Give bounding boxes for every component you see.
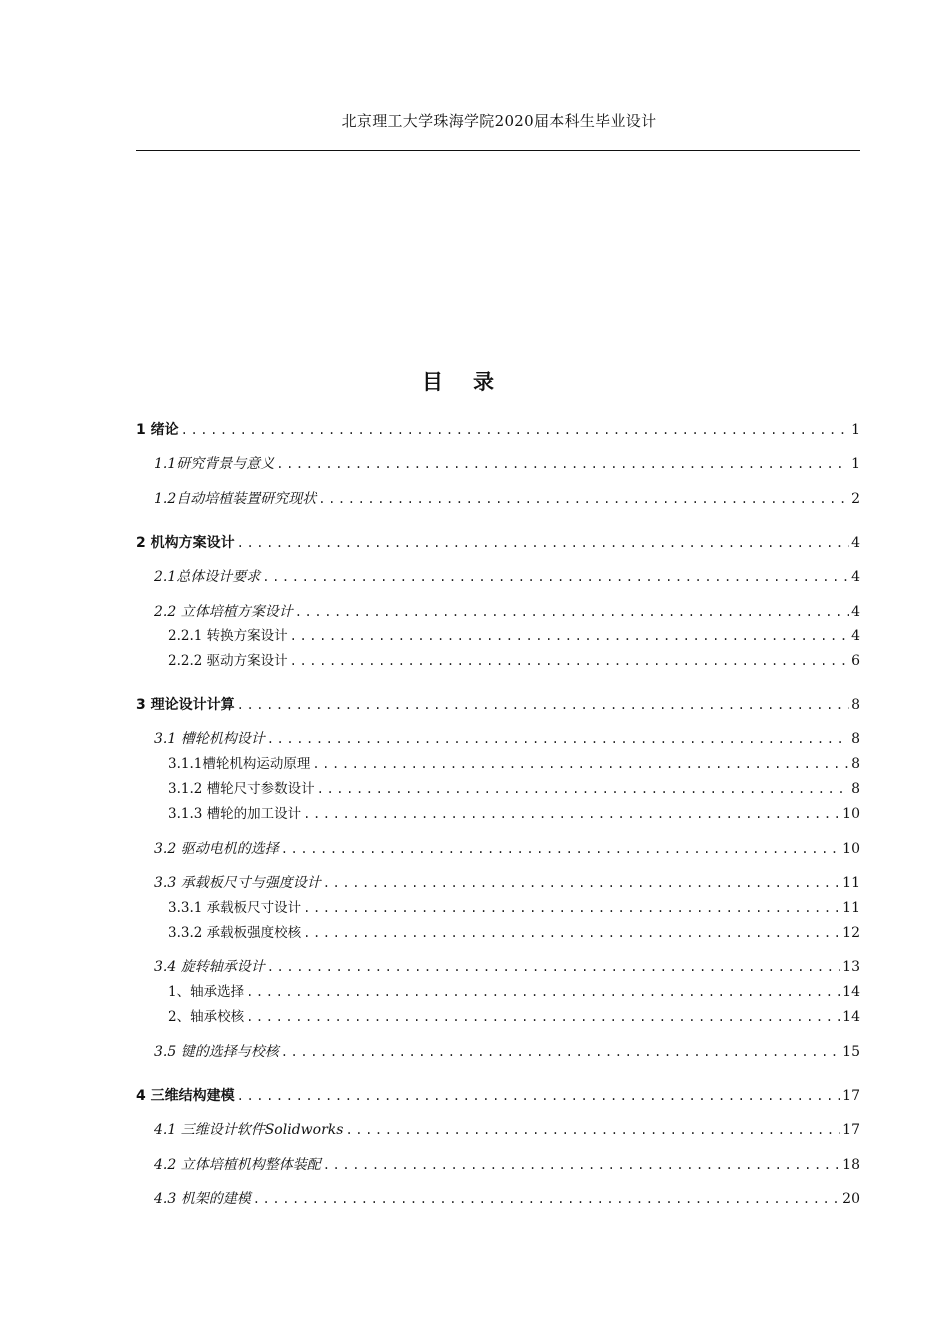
- toc-leader-dots: [303, 922, 840, 944]
- toc-entry-page-number: 4: [851, 604, 860, 620]
- toc-entry-page-number: 18: [842, 1157, 860, 1173]
- toc-leader-dots: [345, 1119, 840, 1141]
- toc-entry-page-number: 4: [851, 628, 860, 644]
- toc-entry[interactable]: [136, 897, 860, 919]
- toc-entry-page-number: 11: [842, 900, 860, 916]
- toc-entry[interactable]: [136, 981, 860, 1003]
- toc-entry-page-number: 17: [842, 1088, 860, 1104]
- toc-entry[interactable]: [136, 1006, 860, 1028]
- toc-entry[interactable]: [136, 1188, 860, 1210]
- toc-entry[interactable]: [136, 1119, 860, 1141]
- toc-leader-dots: [303, 897, 840, 919]
- toc-leader-dots: [317, 778, 849, 800]
- toc-entry-page-number: 8: [851, 781, 860, 797]
- toc-leader-dots: [181, 419, 849, 441]
- toc-entry-label: 4.2 立体培植机构整体装配: [154, 1157, 321, 1173]
- toc-entry-page-number: 1: [851, 422, 860, 438]
- toc-entry-page-number: 10: [842, 806, 860, 822]
- toc-entry[interactable]: [136, 453, 860, 475]
- toc-leader-dots: [290, 625, 849, 647]
- toc-leader-dots: [303, 803, 840, 825]
- toc-entry[interactable]: [136, 803, 860, 825]
- toc-leader-dots: [318, 488, 849, 510]
- toc-entry-label: 3.5 键的选择与校核: [154, 1044, 279, 1060]
- toc-entry-label: 3.4 旋转轴承设计: [154, 959, 265, 975]
- toc-entry-page-number: 20: [842, 1191, 860, 1207]
- toc-entry-label: 4 三维结构建模: [136, 1088, 235, 1104]
- toc-entry-page-number: 8: [851, 731, 860, 747]
- toc-entry-label: 1 绪论: [136, 422, 179, 438]
- toc-entry-page-number: 4: [851, 535, 860, 551]
- toc-entry-label: 3.3.1 承载板尺寸设计: [168, 900, 302, 916]
- toc-entry-label: 2 机构方案设计: [136, 535, 235, 551]
- toc-leader-dots: [267, 728, 849, 750]
- toc-entry-label: 3.1.2 槽轮尺寸参数设计: [168, 781, 315, 797]
- toc-leader-dots: [276, 453, 849, 475]
- toc-entry[interactable]: [136, 419, 860, 441]
- toc-entry[interactable]: [136, 922, 860, 944]
- toc-entry-label: 3.1.3 槽轮的加工设计: [168, 806, 302, 822]
- toc-entry[interactable]: [136, 956, 860, 978]
- toc-entry-page-number: 2: [851, 491, 860, 507]
- toc-entry-page-number: 10: [842, 841, 860, 857]
- toc-entry[interactable]: [136, 1041, 860, 1063]
- toc-leader-dots: [237, 1085, 841, 1107]
- toc-entry-label: 3.3.2 承载板强度校核: [168, 925, 302, 941]
- toc-entry[interactable]: [136, 532, 860, 554]
- toc-entry-page-number: 14: [842, 1009, 860, 1025]
- toc-leader-dots: [237, 694, 849, 716]
- toc-entry-label: 4.1 三维设计软件Solidworks: [154, 1122, 344, 1138]
- toc-entry[interactable]: [136, 488, 860, 510]
- toc-entry-label: 1、轴承选择: [168, 984, 245, 1000]
- toc-leader-dots: [246, 981, 840, 1003]
- toc-entry-label: 2.2.1 转换方案设计: [168, 628, 288, 644]
- toc-entry[interactable]: [136, 778, 860, 800]
- toc-entry-label: 3 理论设计计算: [136, 697, 235, 713]
- toc-leader-dots: [290, 650, 849, 672]
- toc-entry[interactable]: [136, 728, 860, 750]
- toc-entry[interactable]: [136, 566, 860, 588]
- toc-entry-page-number: 17: [842, 1122, 860, 1138]
- toc-entry-label: 2.2 立体培植方案设计: [154, 604, 293, 620]
- toc-entry-page-number: 15: [842, 1044, 860, 1060]
- toc-entry-label: 2、轴承校核: [168, 1009, 245, 1025]
- toc-entry-page-number: 14: [842, 984, 860, 1000]
- toc-leader-dots: [246, 1006, 840, 1028]
- toc-entry-page-number: 12: [842, 925, 860, 941]
- toc-entry[interactable]: [136, 1154, 860, 1176]
- toc-leader-dots: [281, 838, 840, 860]
- toc-entry[interactable]: [136, 650, 860, 672]
- toc-entry-label: 2.2.2 驱动方案设计: [168, 653, 288, 669]
- toc-entry-label: 3.1.1槽轮机构运动原理: [168, 756, 311, 772]
- toc-leader-dots: [295, 601, 849, 623]
- toc-entry-label: 3.1 槽轮机构设计: [154, 731, 265, 747]
- header-rule: [136, 150, 860, 151]
- toc-entry[interactable]: [136, 1085, 860, 1107]
- toc-leader-dots: [323, 872, 840, 894]
- toc-entry-page-number: 6: [851, 653, 860, 669]
- toc-entry-page-number: 8: [851, 756, 860, 772]
- toc-entry[interactable]: [136, 872, 860, 894]
- toc-leader-dots: [281, 1041, 840, 1063]
- toc-entry[interactable]: [136, 694, 860, 716]
- toc-leader-dots: [237, 532, 849, 554]
- toc-entry-page-number: 8: [851, 697, 860, 713]
- toc-entry-page-number: 4: [851, 569, 860, 585]
- toc-entry-label: 2.1总体设计要求: [154, 569, 261, 585]
- toc-entry-label: 4.3 机架的建模: [154, 1191, 251, 1207]
- toc-entry-page-number: 1: [851, 456, 860, 472]
- toc-leader-dots: [253, 1188, 840, 1210]
- toc-entry-label: 3.3 承载板尺寸与强度设计: [154, 875, 321, 891]
- toc-entry[interactable]: [136, 601, 860, 623]
- toc-leader-dots: [323, 1154, 840, 1176]
- toc-leader-dots: [262, 566, 849, 588]
- toc-title: 目录: [422, 369, 524, 394]
- page-header: 北京理工大学珠海学院2020届本科生毕业设计: [341, 112, 657, 130]
- toc-leader-dots: [267, 956, 840, 978]
- toc-entry-label: 3.2 驱动电机的选择: [154, 841, 279, 857]
- toc-leader-dots: [312, 753, 849, 775]
- toc-entry-label: 1.1研究背景与意义: [154, 456, 275, 472]
- toc-entry[interactable]: [136, 753, 860, 775]
- toc-entry[interactable]: [136, 838, 860, 860]
- toc-entry-page-number: 13: [842, 959, 860, 975]
- toc-entry[interactable]: [136, 625, 860, 647]
- toc-entry-page-number: 11: [842, 875, 860, 891]
- toc-entry-label: 1.2自动培植装置研究现状: [154, 491, 317, 507]
